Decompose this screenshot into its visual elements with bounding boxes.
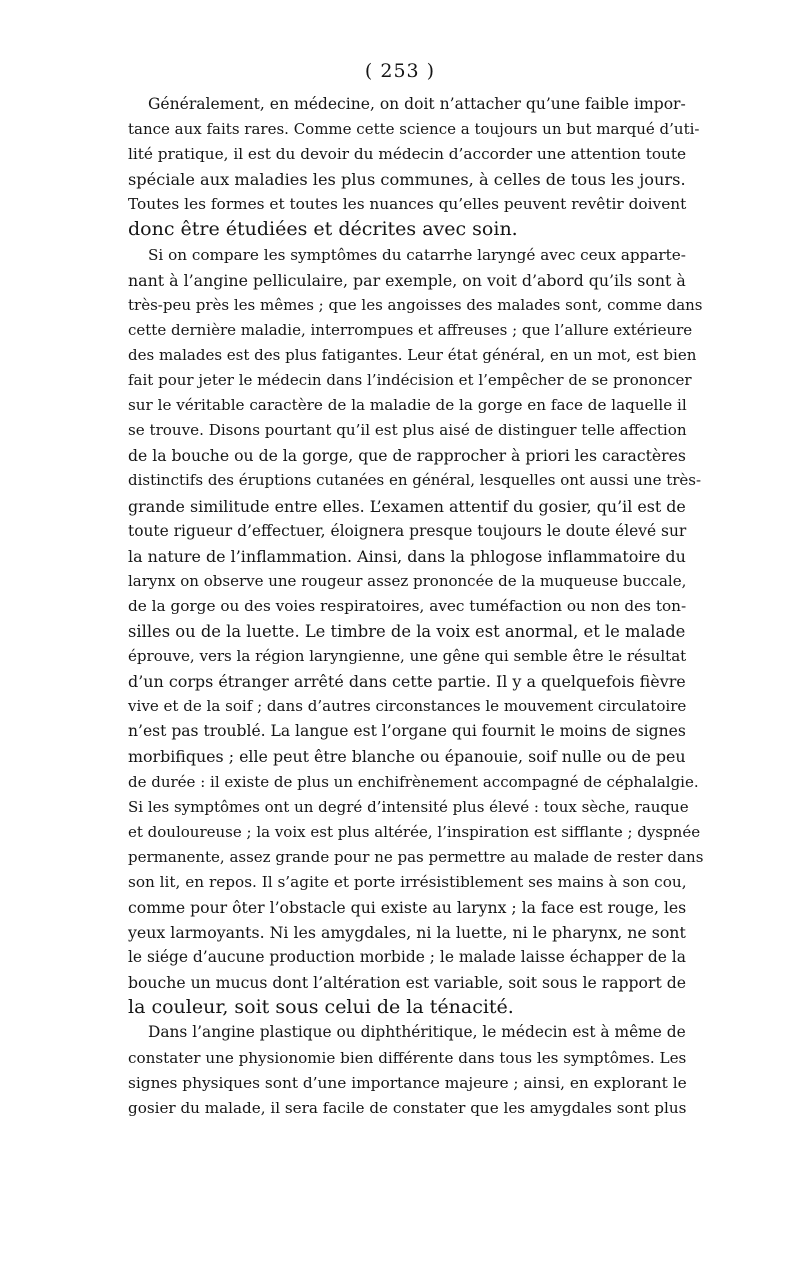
text-line: grande similitude entre elles. L’examen attentif du gosier, qu’il est de [128, 496, 686, 516]
text-line: de durée : il existe de plus un enchifrènement accompagné de céphalalgie. [128, 772, 699, 791]
text-line: de la gorge ou des voies respiratoires, avec tuméfaction ou non des ton- [128, 596, 687, 615]
text-line: Si on compare les symptômes du catarrhe laryngé avec ceux apparte- [148, 245, 686, 264]
text-line: le siége d’aucune production morbide ; le malade laisse échapper de la [128, 948, 686, 967]
text-line: silles ou de la luette. Le timbre de la voix est anormal, et le malade [128, 621, 686, 641]
text-line: spéciale aux maladies les plus communes, à celles de tous les jours. [128, 170, 686, 190]
text-line: bouche un mucus dont l’altération est variable, soit sous le rapport de [128, 973, 686, 993]
text-line: cette dernière maladie, interrompues et affreuses ; que l’allure extérieure [128, 320, 693, 339]
text-line: constater une physionomie bien différente dans tous les symptômes. Les [128, 1048, 687, 1067]
text-line: permanente, assez grande pour ne pas permettre au malade de rester dans [128, 847, 704, 866]
text-line: toute rigueur d’effectuer, éloignera presque toujours le doute élevé sur [128, 521, 687, 540]
text-line: signes physiques sont d’une importance majeure ; ainsi, en explorant le [128, 1073, 687, 1092]
text-line: et douloureuse ; la voix est plus altérée, l’inspiration est sifflante ; dyspnée [128, 822, 701, 841]
text-line: fait pour jeter le médecin dans l’indécision et l’empêcher de se prononcer [128, 371, 692, 390]
text-line: morbifiques ; elle peut être blanche ou épanouie, soif nulle ou de peu [128, 747, 686, 767]
text-line: éprouve, vers la région laryngienne, une gêne qui semble être le résultat [128, 647, 687, 666]
text-line: Toutes les formes et toutes les nuances qu’elles peuvent revêtir doivent [128, 195, 687, 214]
text-line: Généralement, en médecine, on doit n’attacher qu’une faible impor- [148, 95, 686, 113]
paragraph [128, 1020, 687, 1120]
text-line: son lit, en repos. Il s’agite et porte irrésistiblement ses mains à son cou, [128, 872, 687, 891]
text-line: de la bouche ou de la gorge, que de rapprocher à priori les caractères [128, 446, 686, 466]
text-line: distinctifs des éruptions cutanées en général, lesquelles ont aussi une très- [128, 471, 702, 490]
text-line: Si les symptômes ont un degré d’intensité plus élevé : toux sèche, rauque [128, 797, 689, 816]
text-line: comme pour ôter l’obstacle qui existe au larynx ; la face est rouge, les [128, 898, 687, 917]
text-line: très-peu près les mêmes ; que les angoisses des malades sont, comme dans [128, 295, 703, 314]
text-line: gosier du malade, il sera facile de constater que les amygdales sont plus [128, 1098, 687, 1117]
text-line: vive et de la soif ; dans d’autres circonstances le mouvement circulatoire [128, 697, 687, 716]
text-line: des malades est des plus fatigantes. Leur état général, en un mot, est bien [128, 345, 697, 364]
text-line: nant à l’angine pelliculaire, par exemple, on voit d’abord qu’ils sont à [128, 270, 686, 290]
paragraph [128, 243, 704, 1021]
text-line: lité pratique, il est du devoir du médecin d’accorder une attention toute [128, 145, 687, 164]
text-line: yeux larmoyants. Ni les amygdales, ni la luette, ni le pharynx, ne sont [128, 923, 686, 943]
paragraph [128, 92, 700, 243]
text-line: d’un corps étranger arrêté dans cette partie. Il y a quelquefois fièvre [128, 672, 686, 692]
text-line: larynx on observe une rougeur assez prononcée de la muqueuse buccale, [128, 571, 687, 590]
text-line: la nature de l’inflammation. Ainsi, dans la phlogose inflammatoire du [128, 546, 686, 566]
text-line: se trouve. Disons pourtant qu’il est plus aisé de distinguer telle affection [128, 421, 687, 440]
page-number: ( 253 ) [364, 60, 436, 82]
text-line: n’est pas troublé. La langue est l’organe qui fournit le moins de signes [128, 722, 686, 741]
body-text [128, 92, 704, 1121]
text-line: Dans l’angine plastique ou diphthéritique, le médecin est à même de [148, 1023, 686, 1042]
text-line: donc être étudiées et décrites avec soin. [128, 218, 518, 241]
text-line: tance aux faits rares. Comme cette science a toujours un but marqué d’uti- [128, 120, 700, 139]
text-line: la couleur, soit sous celui de la ténacité. [128, 996, 514, 1019]
text-line: sur le véritable caractère de la maladie de la gorge en face de laquelle il [128, 396, 687, 415]
